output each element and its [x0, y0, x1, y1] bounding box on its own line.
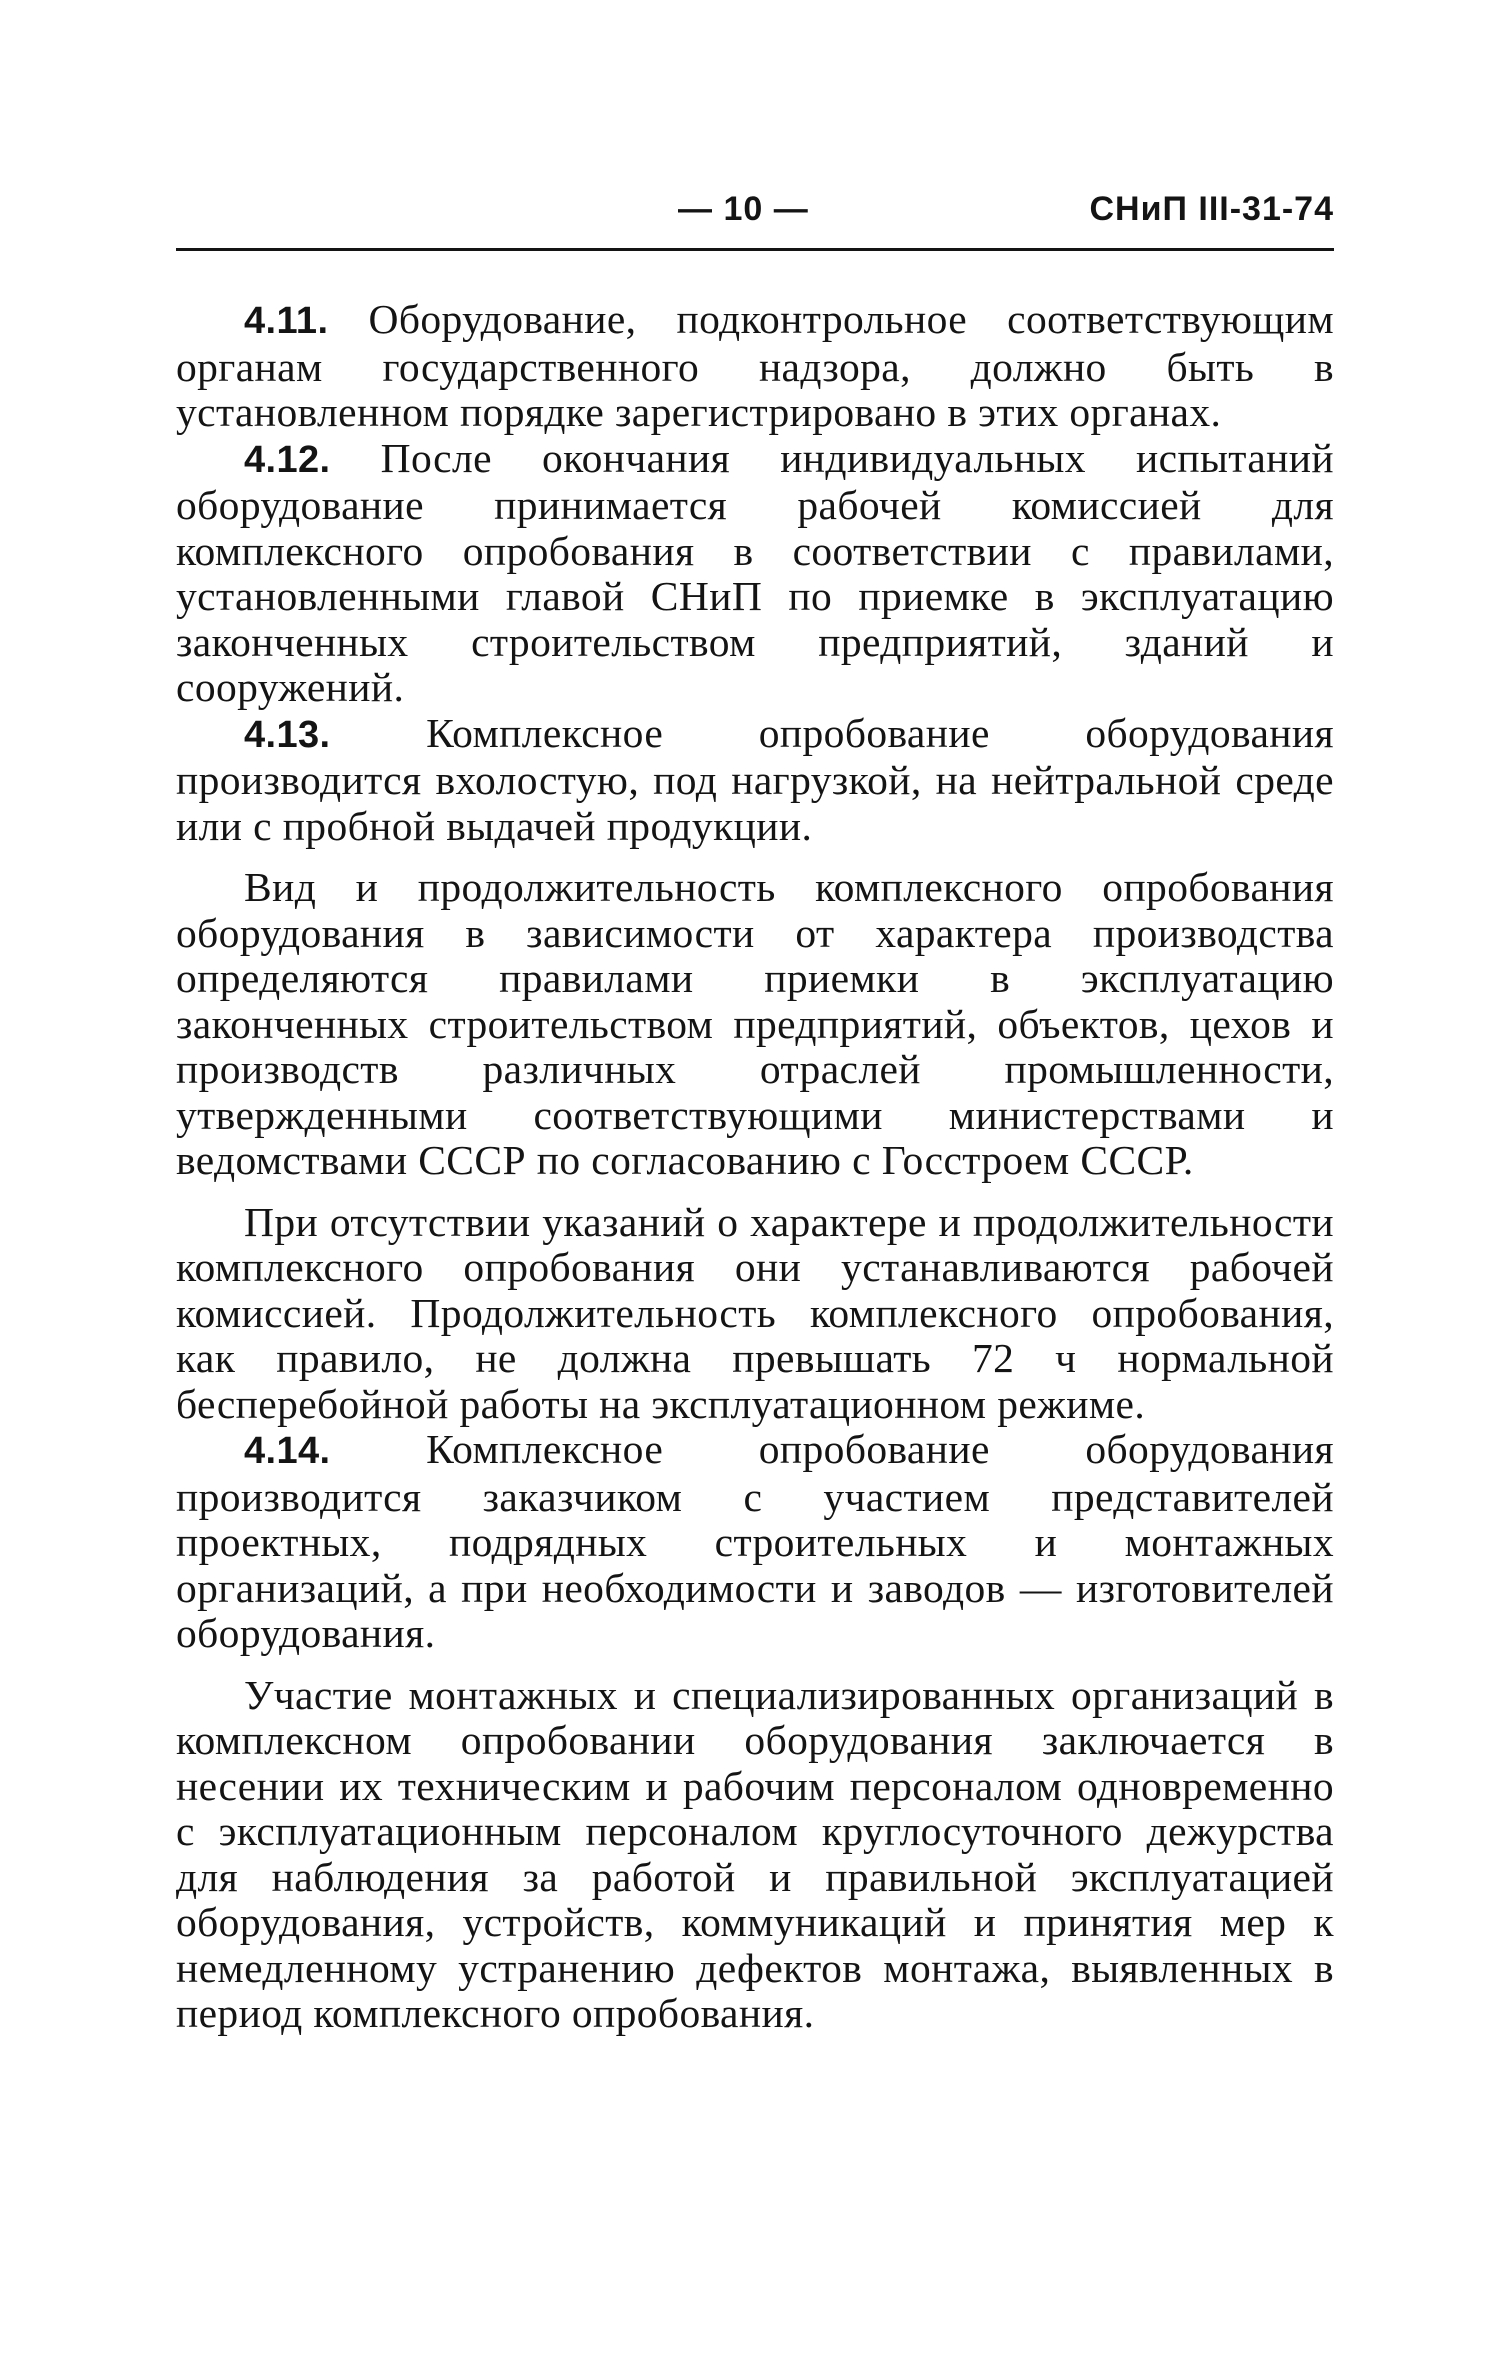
document-body — [176, 297, 1334, 2037]
clause-number: 4.13. — [244, 713, 331, 756]
clause-4-14 — [176, 1427, 1334, 1657]
clause-4-12 — [176, 436, 1334, 711]
paragraph-text: Участие монтажных и специализированных организаций в комплексном опробовании оборудования заключается в несении их техническим и рабочим персоналом одновременно с эксплуатационным персоналом круглосуточного дежурства для наблюдения за работой и правильной эксплуатацией оборудования, устройств, коммуникаций и принятия мер к немедленному устранению дефектов монтажа, выявленных в период комплексного опробования. — [176, 1671, 1334, 2036]
document-code: СНиП III-31-74 — [1089, 190, 1334, 228]
clause-text: Комплексное опробование оборудования производится вхолостую, под нагрузкой, на нейтральной среде или с пробной выдачей продукции. — [176, 709, 1334, 849]
header-rule — [176, 248, 1334, 251]
paragraph-text: Вид и продолжительность комплексного опробования оборудования в зависимости от характера производства определяются правилами приемки в эксплуатацию законченных строительством предприятий, объектов, цехов и производств различных отраслей промышленности, утвержденными соответствующими министерствами и ведомствами СССР по согласованию с Госстроем СССР. — [176, 864, 1334, 1183]
paragraph — [176, 1200, 1334, 1428]
clause-4-13 — [176, 711, 1334, 850]
paragraph-text: При отсутствии указаний о характере и продолжительности комплексного опробования они устанавливаются рабочей комиссией. Продолжительность комплексного опробования, как правило, не должна превышать 72 ч нормальной бесперебойной работы на эксплуатационном режиме. — [176, 1198, 1334, 1427]
clause-4-11 — [176, 297, 1334, 436]
clause-number: 4.14. — [244, 1430, 331, 1472]
clause-number: 4.12. — [244, 438, 331, 481]
clause-text: После окончания индивидуальных испытаний оборудование принимается рабочей комиссией для комплексного опробования в соответствии с правилами, установленными главой СНиП по приемке в эксплуатацию законченных строительством предприятий, зданий и сооружений. — [176, 434, 1334, 710]
page-header — [176, 190, 1334, 240]
page-number: — 10 — — [678, 190, 809, 228]
paragraph — [176, 1673, 1334, 2037]
clause-text: Комплексное опробование оборудования производится заказчиком с участием представителей проектных, подрядных строительных и монтажных организаций, а при необходимости и заводов — изготовителей оборудования. — [176, 1426, 1334, 1656]
document-page — [176, 190, 1334, 2037]
clause-number: 4.11. — [244, 300, 329, 342]
paragraph — [176, 865, 1334, 1184]
clause-text: Оборудование, подконтрольное соответствующим органам государственного надзора, должно быть в установленном порядке зарегистрировано в этих органах. — [176, 296, 1334, 435]
